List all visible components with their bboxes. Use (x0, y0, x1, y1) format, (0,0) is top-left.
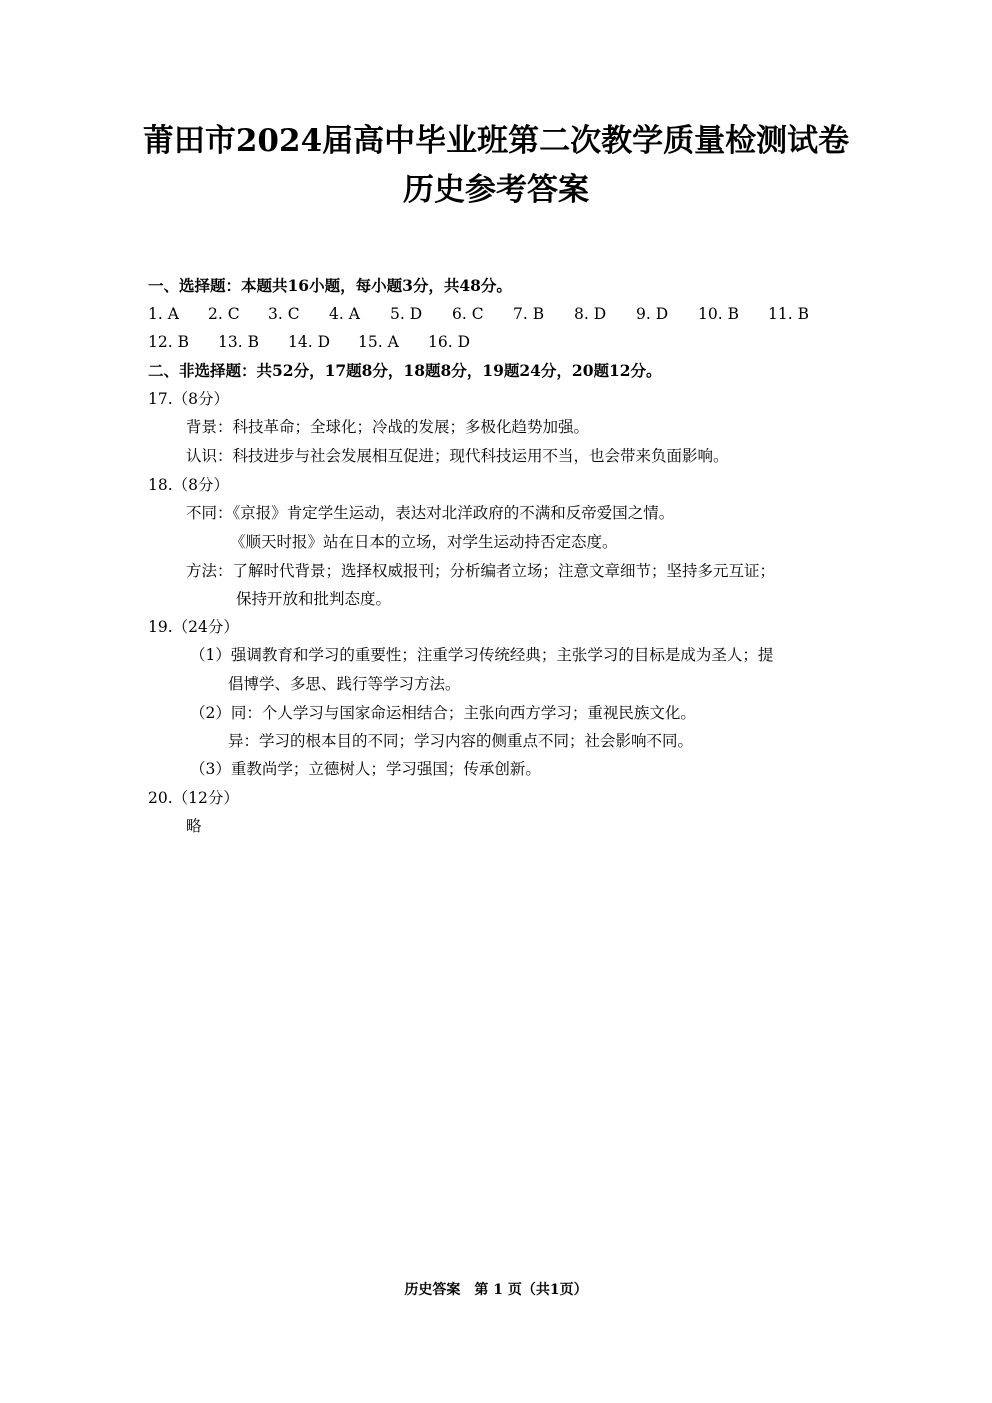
answer-item: 13. B (218, 333, 259, 351)
q18-line: 保持开放和批判态度。 (236, 590, 392, 608)
q19-line: （1）强调教育和学习的重要性；注重学习传统经典；主张学习的目标是成为圣人；提 (190, 646, 774, 664)
page-footer: 历史答案 第 1 页（共1页） (404, 1282, 588, 1298)
answer-item: 11. B (768, 305, 809, 323)
answer-item: 1. A (148, 305, 179, 323)
answer-item: 10. B (698, 305, 739, 323)
document-subtitle: 历史参考答案 (403, 172, 589, 208)
answer-item: 9. D (636, 305, 669, 323)
q19-label: 19.（24分） (148, 618, 239, 636)
answer-item: 14. D (288, 333, 331, 351)
answer-item: 2. C (208, 305, 240, 323)
q18-line: 《顺天时报》站在日本的立场，对学生运动持否定态度。 (230, 533, 618, 551)
q20-label: 20.（12分） (148, 789, 239, 807)
answer-row-2 (148, 331, 470, 353)
answer-row-1 (148, 303, 809, 325)
q18-line: 不同：《京报》肯定学生运动，表达对北洋政府的不满和反帝爱国之情。 (186, 504, 675, 522)
answer-item: 5. D (390, 305, 423, 323)
q19-line: （3）重教尚学；立德树人；学习强国；传承创新。 (190, 760, 541, 778)
q17-line: 背景：科技革命；全球化；冷战的发展；多极化趋势加强。 (186, 418, 590, 436)
answer-item: 16. D (428, 333, 471, 351)
q17-line: 认识：科技进步与社会发展相互促进；现代科技运用不当，也会带来负面影响。 (186, 447, 729, 465)
q17-label: 17.（8分） (148, 390, 230, 408)
answer-item: 6. C (452, 305, 484, 323)
q19-line: 倡博学、多思、践行等学习方法。 (228, 675, 461, 693)
answer-item: 12. B (148, 333, 189, 351)
q18-line: 方法：了解时代背景；选择权威报刊；分析编者立场；注意文章细节；坚持多元互证； (186, 562, 776, 580)
section2-heading: 二、非选择题：共52分，17题8分，18题8分，19题24分，20题12分。 (148, 361, 662, 380)
answer-item: 8. D (574, 305, 607, 323)
answer-item: 7. B (513, 305, 545, 323)
q19-line: 异：学习的根本目的不同；学习内容的侧重点不同；社会影响不同。 (228, 732, 694, 750)
q18-label: 18.（8分） (148, 476, 230, 494)
section1-heading: 一、选择题：本题共16小题，每小题3分，共48分。 (148, 276, 512, 295)
answer-item: 15. A (358, 333, 399, 351)
q20-line: 略 (186, 817, 202, 835)
answer-item: 3. C (268, 305, 300, 323)
q19-line: （2）同：个人学习与国家命运相结合；主张向西方学习；重视民族文化。 (190, 704, 696, 722)
answer-item: 4. A (329, 305, 360, 323)
document-title: 莆田市2024届高中毕业班第二次教学质量检测试卷 (142, 123, 850, 159)
